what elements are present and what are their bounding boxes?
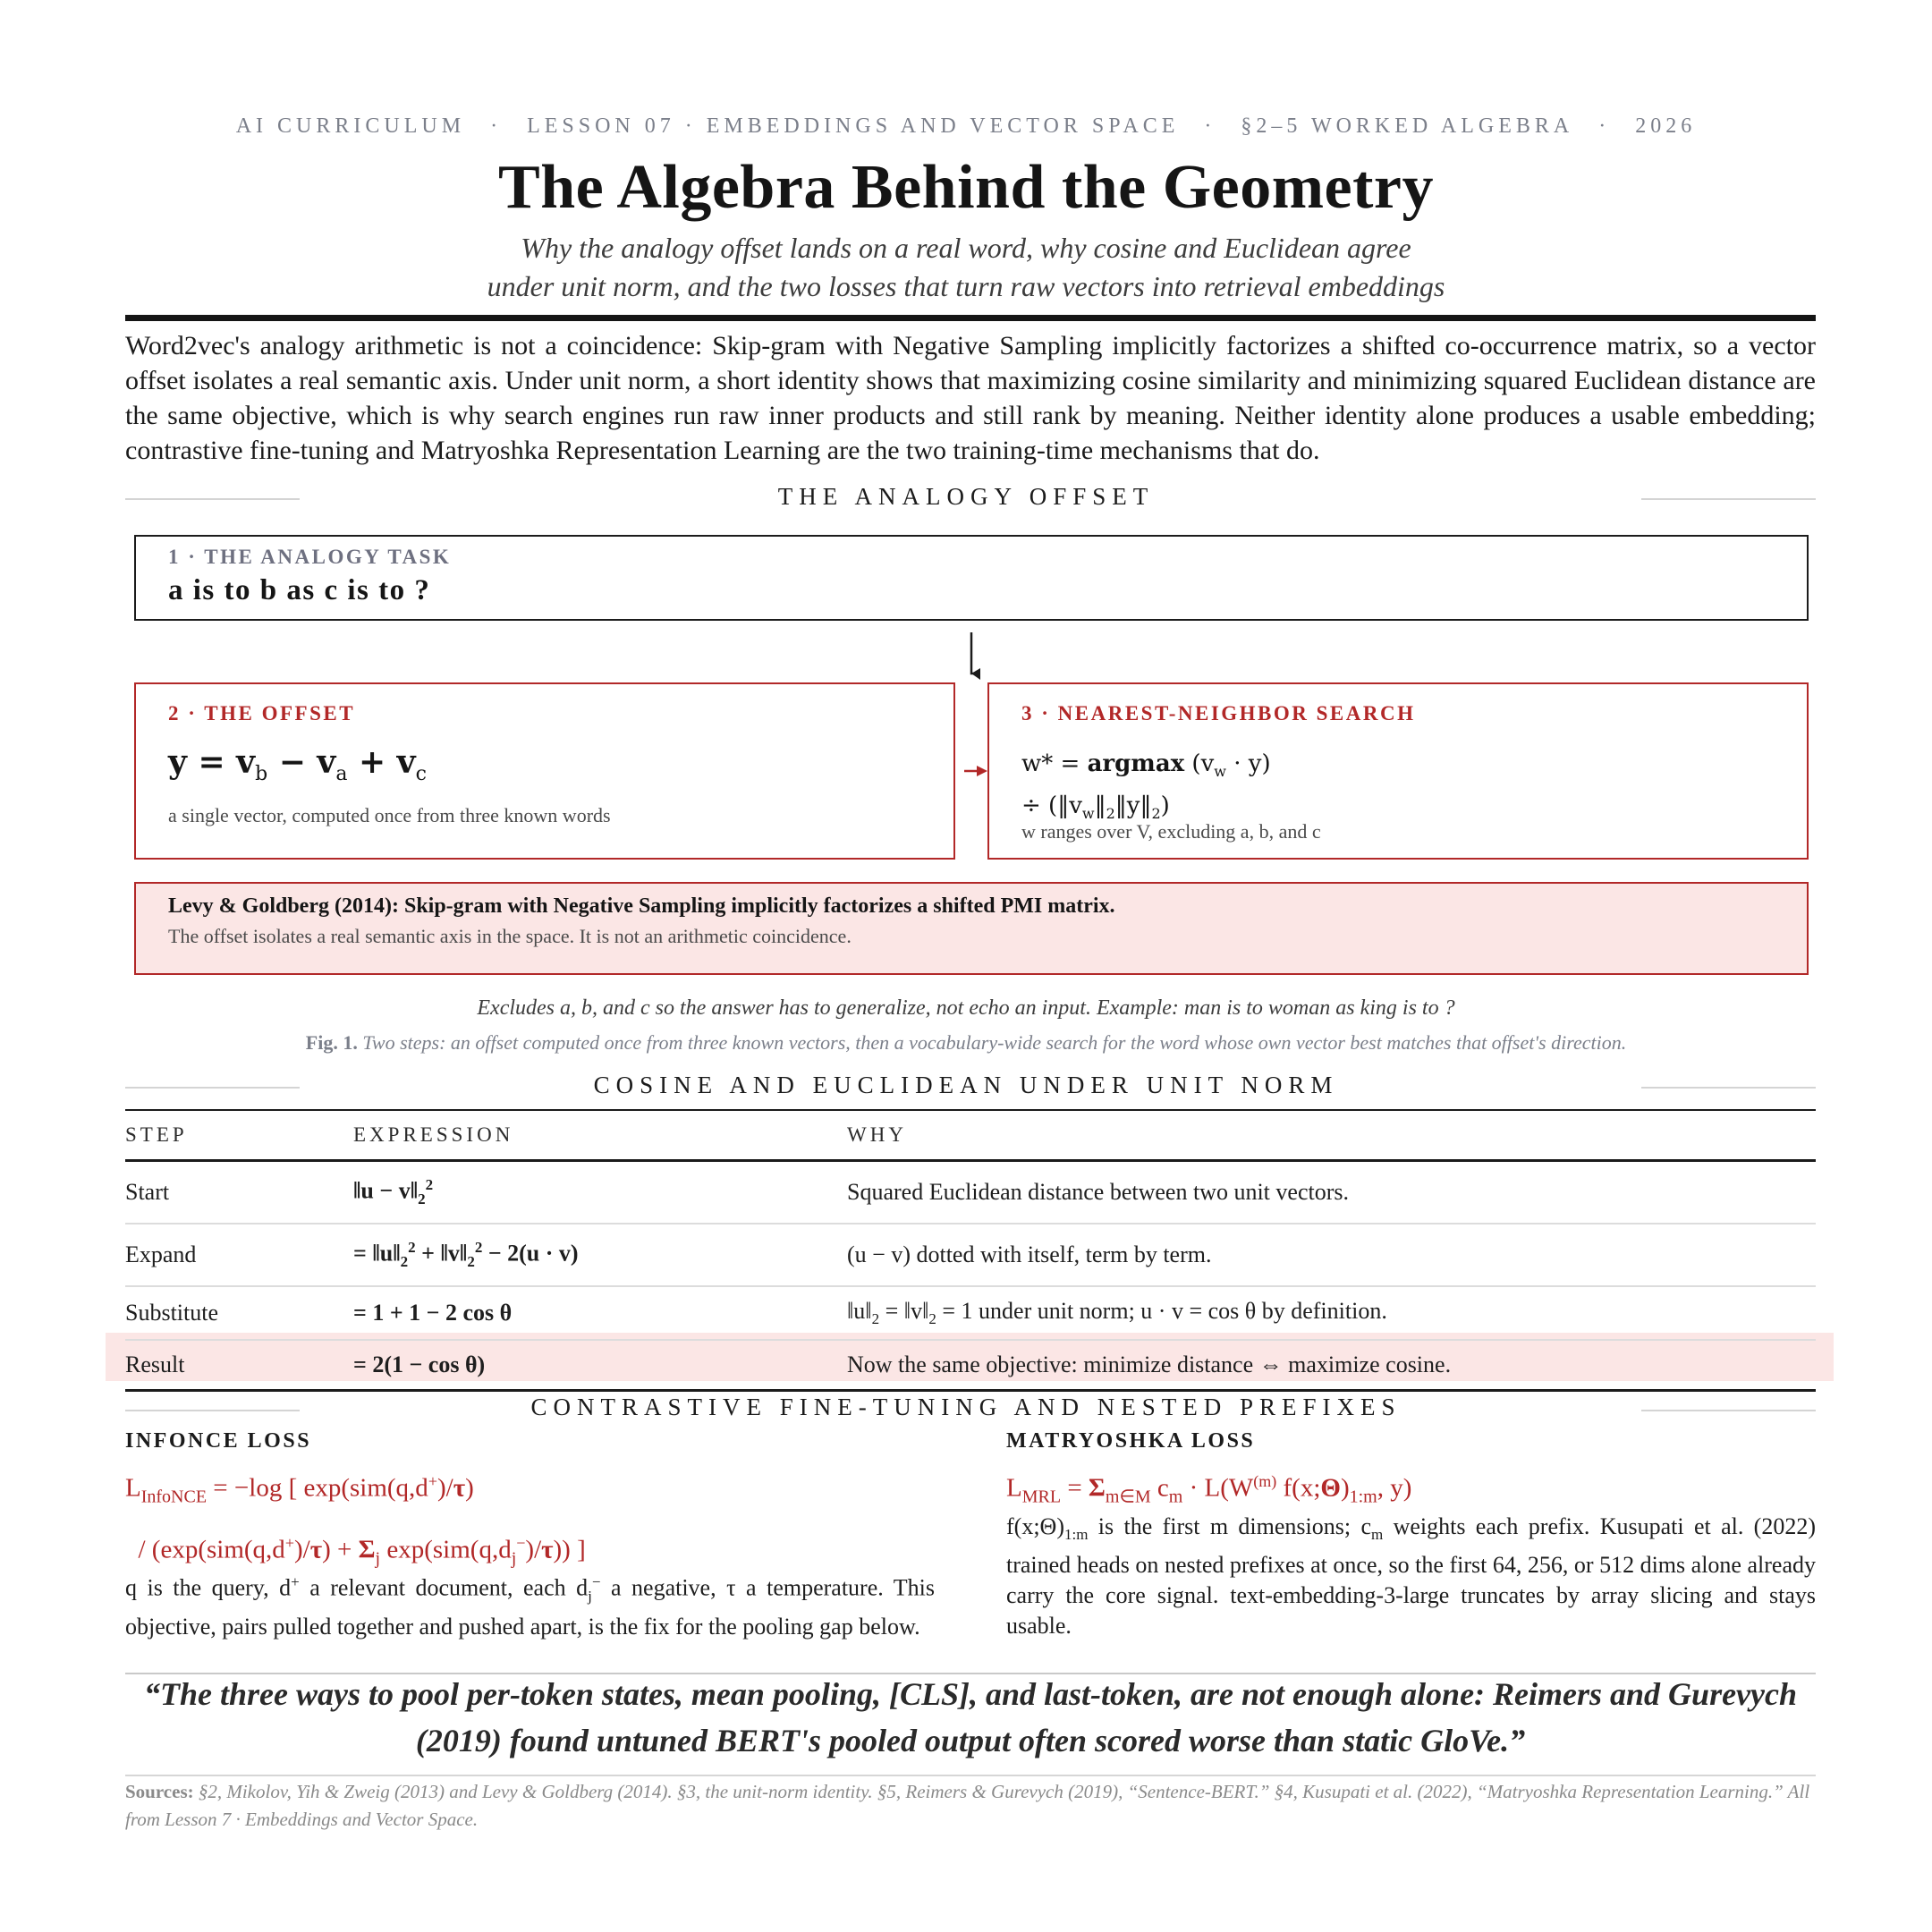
search-note: w ranges over V, excluding a, b, and c <box>1021 820 1321 843</box>
mrl-body: $f(x;\Theta)_{1:m}$ is the first m dimensions; $c_m$ weights each prefix. Kusupati et al. (2022) trained heads on nested prefixes at once, so the first 64, 256, or 512 dims alone already carry the core signal. text-embedding-3-large truncates by array slicing and stays usable. <box>1006 1513 1816 1640</box>
figure-caption-label: Fig. 1. <box>305 1031 358 1054</box>
mrl-body-tail: weights each prefix. Kusupati et al. (2022) trained heads on nested prefixes at once, so the first 64, 256, or 512 dims alone already carry the core signal. text-embedding-3-large truncates by array slicing and stays usable. <box>1006 1513 1816 1640</box>
derivation-table <box>125 1109 1816 1392</box>
step-cell: Start <box>125 1161 353 1224</box>
callout-box <box>134 882 1809 975</box>
page-subtitle <box>268 229 1664 306</box>
search-formula: w* = argmax $(v_w \cdot y)$ ÷ $(‖v_w‖_2‖y‖_2)$ <box>1021 750 1271 823</box>
page-title: The Algebra Behind the Geometry <box>498 153 1434 222</box>
header-why: WHY <box>847 1110 1816 1161</box>
offset-box <box>134 682 955 860</box>
figure-caption <box>0 1031 1932 1055</box>
analogy-task-box <box>134 535 1809 621</box>
expression-cell: = $‖u‖_2^2$ + $‖v‖_2^2 - 2(u \cdot v)$ <box>353 1224 847 1286</box>
figure-caption-text: Two steps: an offset computed once from three known vectors, then a vocabulary-wide search for the word whose own vector best matches that offset's direction. <box>362 1031 1627 1054</box>
expression-cell: = 2(1 − cos θ) <box>353 1340 847 1391</box>
table-row <box>125 1340 1816 1391</box>
infonce-formula: $L_{InfoNCE} = -\log$ [ exp(sim(q,d+)/τ) / ($\exp(sim(q,d^+)/\tau) + \Sigma_j$ $\exp(sim(q,d_j^-)/\tau)$) ] <box>125 1472 586 1569</box>
right-arrow-icon <box>962 762 989 780</box>
infonce-heading: INFONCE LOSS <box>125 1429 312 1453</box>
subtitle-line-1: Why the analogy offset lands on a real word, why cosine and Euclidean agree <box>521 232 1411 264</box>
kicker-course: AI CURRICULUM <box>235 114 466 138</box>
infonce-body: q is the query, d+ a relevant document, each $d_j^-$ a negative, τ a temperature. This objective, pairs pulled together and pushed apart, is the fix for the pooling gap below. <box>125 1573 935 1640</box>
callout-text: The offset isolates a real semantic axis in the space. It is not an arithmetic coincidence. <box>168 925 852 947</box>
kicker-lesson: LESSON 07 · EMBEDDINGS AND VECTOR SPACE <box>527 114 1180 138</box>
pull-quote: “The three ways to pool per-token states, mean pooling, [CLS], and last-token, are not enough alone: Reimers and Gurevych (2019) found untuned BERT's pooled output often scored worse than static GloVe.” <box>143 1676 1798 1758</box>
why-cell-tail: = 1 under unit norm; u · v = cos θ by definition. <box>936 1297 1387 1324</box>
table-row <box>125 1224 1816 1286</box>
step-cell: Result <box>125 1340 353 1391</box>
table-row <box>125 1161 1816 1224</box>
offset-label: 2 · THE OFFSET <box>168 702 356 724</box>
figure-note: Excludes a, b, and c so the answer has to generalize, not echo an input. Example: man is to woman as king is to ? <box>477 996 1455 1020</box>
kicker-section: §2–5 WORKED ALGEBRA <box>1241 114 1574 138</box>
why-cell: Squared Euclidean distance between two unit vectors. <box>847 1161 1816 1224</box>
mrl-formula: $L_{MRL} = \Sigma_{m\in M}$ $c_m \cdot L(W^{(m)}$ $f(x;\Theta)_{1:m}$, y) <box>1006 1472 1412 1507</box>
section-heading-unit-norm: COSINE AND EUCLIDEAN UNDER UNIT NORM <box>593 1072 1339 1098</box>
callout-title: Levy & Goldberg (2014): Skip-gram with Negative Sampling implicitly factorizes a shifted PMI matrix. <box>168 894 1115 918</box>
title-rule <box>125 315 1816 321</box>
lead-paragraph: Word2vec's analogy arithmetic is not a coincidence: Skip-gram with Negative Sampling implicitly factorizes a shifted co-occurrence matrix, so a vector offset isolates a real semantic axis. Under unit norm, a short identity shows that maximizing cosine similarity and minimizing squared Euclidean distance are the same objective, which is why search engines run raw inner products and still rank by meaning. Neither identity alone produces a usable embedding; contrastive fine-tuning and Matryoshka Representation Learning are the two training-time mechanisms that do. <box>125 331 1816 465</box>
expression-cell: = 1 + 1 − 2 cos θ <box>353 1286 847 1340</box>
step-cell: Substitute <box>125 1286 353 1340</box>
why-cell: Now the same objective: minimize distance ⇔ maximize cosine. <box>847 1340 1816 1391</box>
search-label: 3 · NEAREST-NEIGHBOR SEARCH <box>1021 702 1416 724</box>
section-heading-analogy: THE ANALOGY OFFSET <box>777 483 1155 510</box>
sources <box>125 1778 1816 1834</box>
section-heading-contrastive: CONTRASTIVE FINE-TUNING AND NESTED PREFIXES <box>530 1394 1402 1420</box>
search-box <box>987 682 1809 860</box>
analogy-task-label: 1 · THE ANALOGY TASK <box>168 546 452 568</box>
infonce-body-tail: a negative, τ a temperature. This objective, pairs pulled together and pushed apart, is the fix for the pooling gap below. <box>125 1574 935 1640</box>
sources-text: §2, Mikolov, Yih & Zweig (2013) and Levy & Goldberg (2014). §3, the unit-norm identity. §5, Reimers & Gurevych (2019), “Sentence-BERT.” §4, Kusupati et al. (2022), “Matryoshka Representation Learning.” All from Lesson 7 · Embeddings and Vector Space. <box>125 1781 1810 1830</box>
table-row <box>125 1286 1816 1340</box>
offset-note: a single vector, computed once from three known words <box>168 804 611 826</box>
sources-rule <box>125 1775 1816 1776</box>
header-step: STEP <box>125 1110 353 1161</box>
offset-formula: $y = v_b - v_a + v_c$ <box>168 743 427 786</box>
why-cell: (u − v) dotted with itself, term by term. <box>847 1224 1816 1286</box>
expression-cell: ‖u − $v‖_2^2$ <box>353 1161 847 1224</box>
why-cell: $‖u‖_2$ = $‖v‖_2 = 1$ under unit norm; u · v = cos θ by definition. <box>847 1286 1816 1340</box>
subtitle-line-2: under unit norm, and the two losses that turn raw vectors into retrieval embeddings <box>487 270 1445 302</box>
mrl-heading: MATRYOSHKA LOSS <box>1006 1429 1256 1453</box>
kicker: AI CURRICULUM · LESSON 07 · EMBEDDINGS AND VECTOR SPACE · §2–5 WORKED ALGEBRA · 2026 <box>235 114 1697 138</box>
header-expression: EXPRESSION <box>353 1110 847 1161</box>
kicker-year: 2026 <box>1635 114 1697 138</box>
sources-label: Sources: <box>125 1781 194 1802</box>
step-cell: Expand <box>125 1224 353 1286</box>
analogy-task-text: a is to b as c is to ? <box>168 574 431 606</box>
down-arrow-icon <box>959 631 995 684</box>
